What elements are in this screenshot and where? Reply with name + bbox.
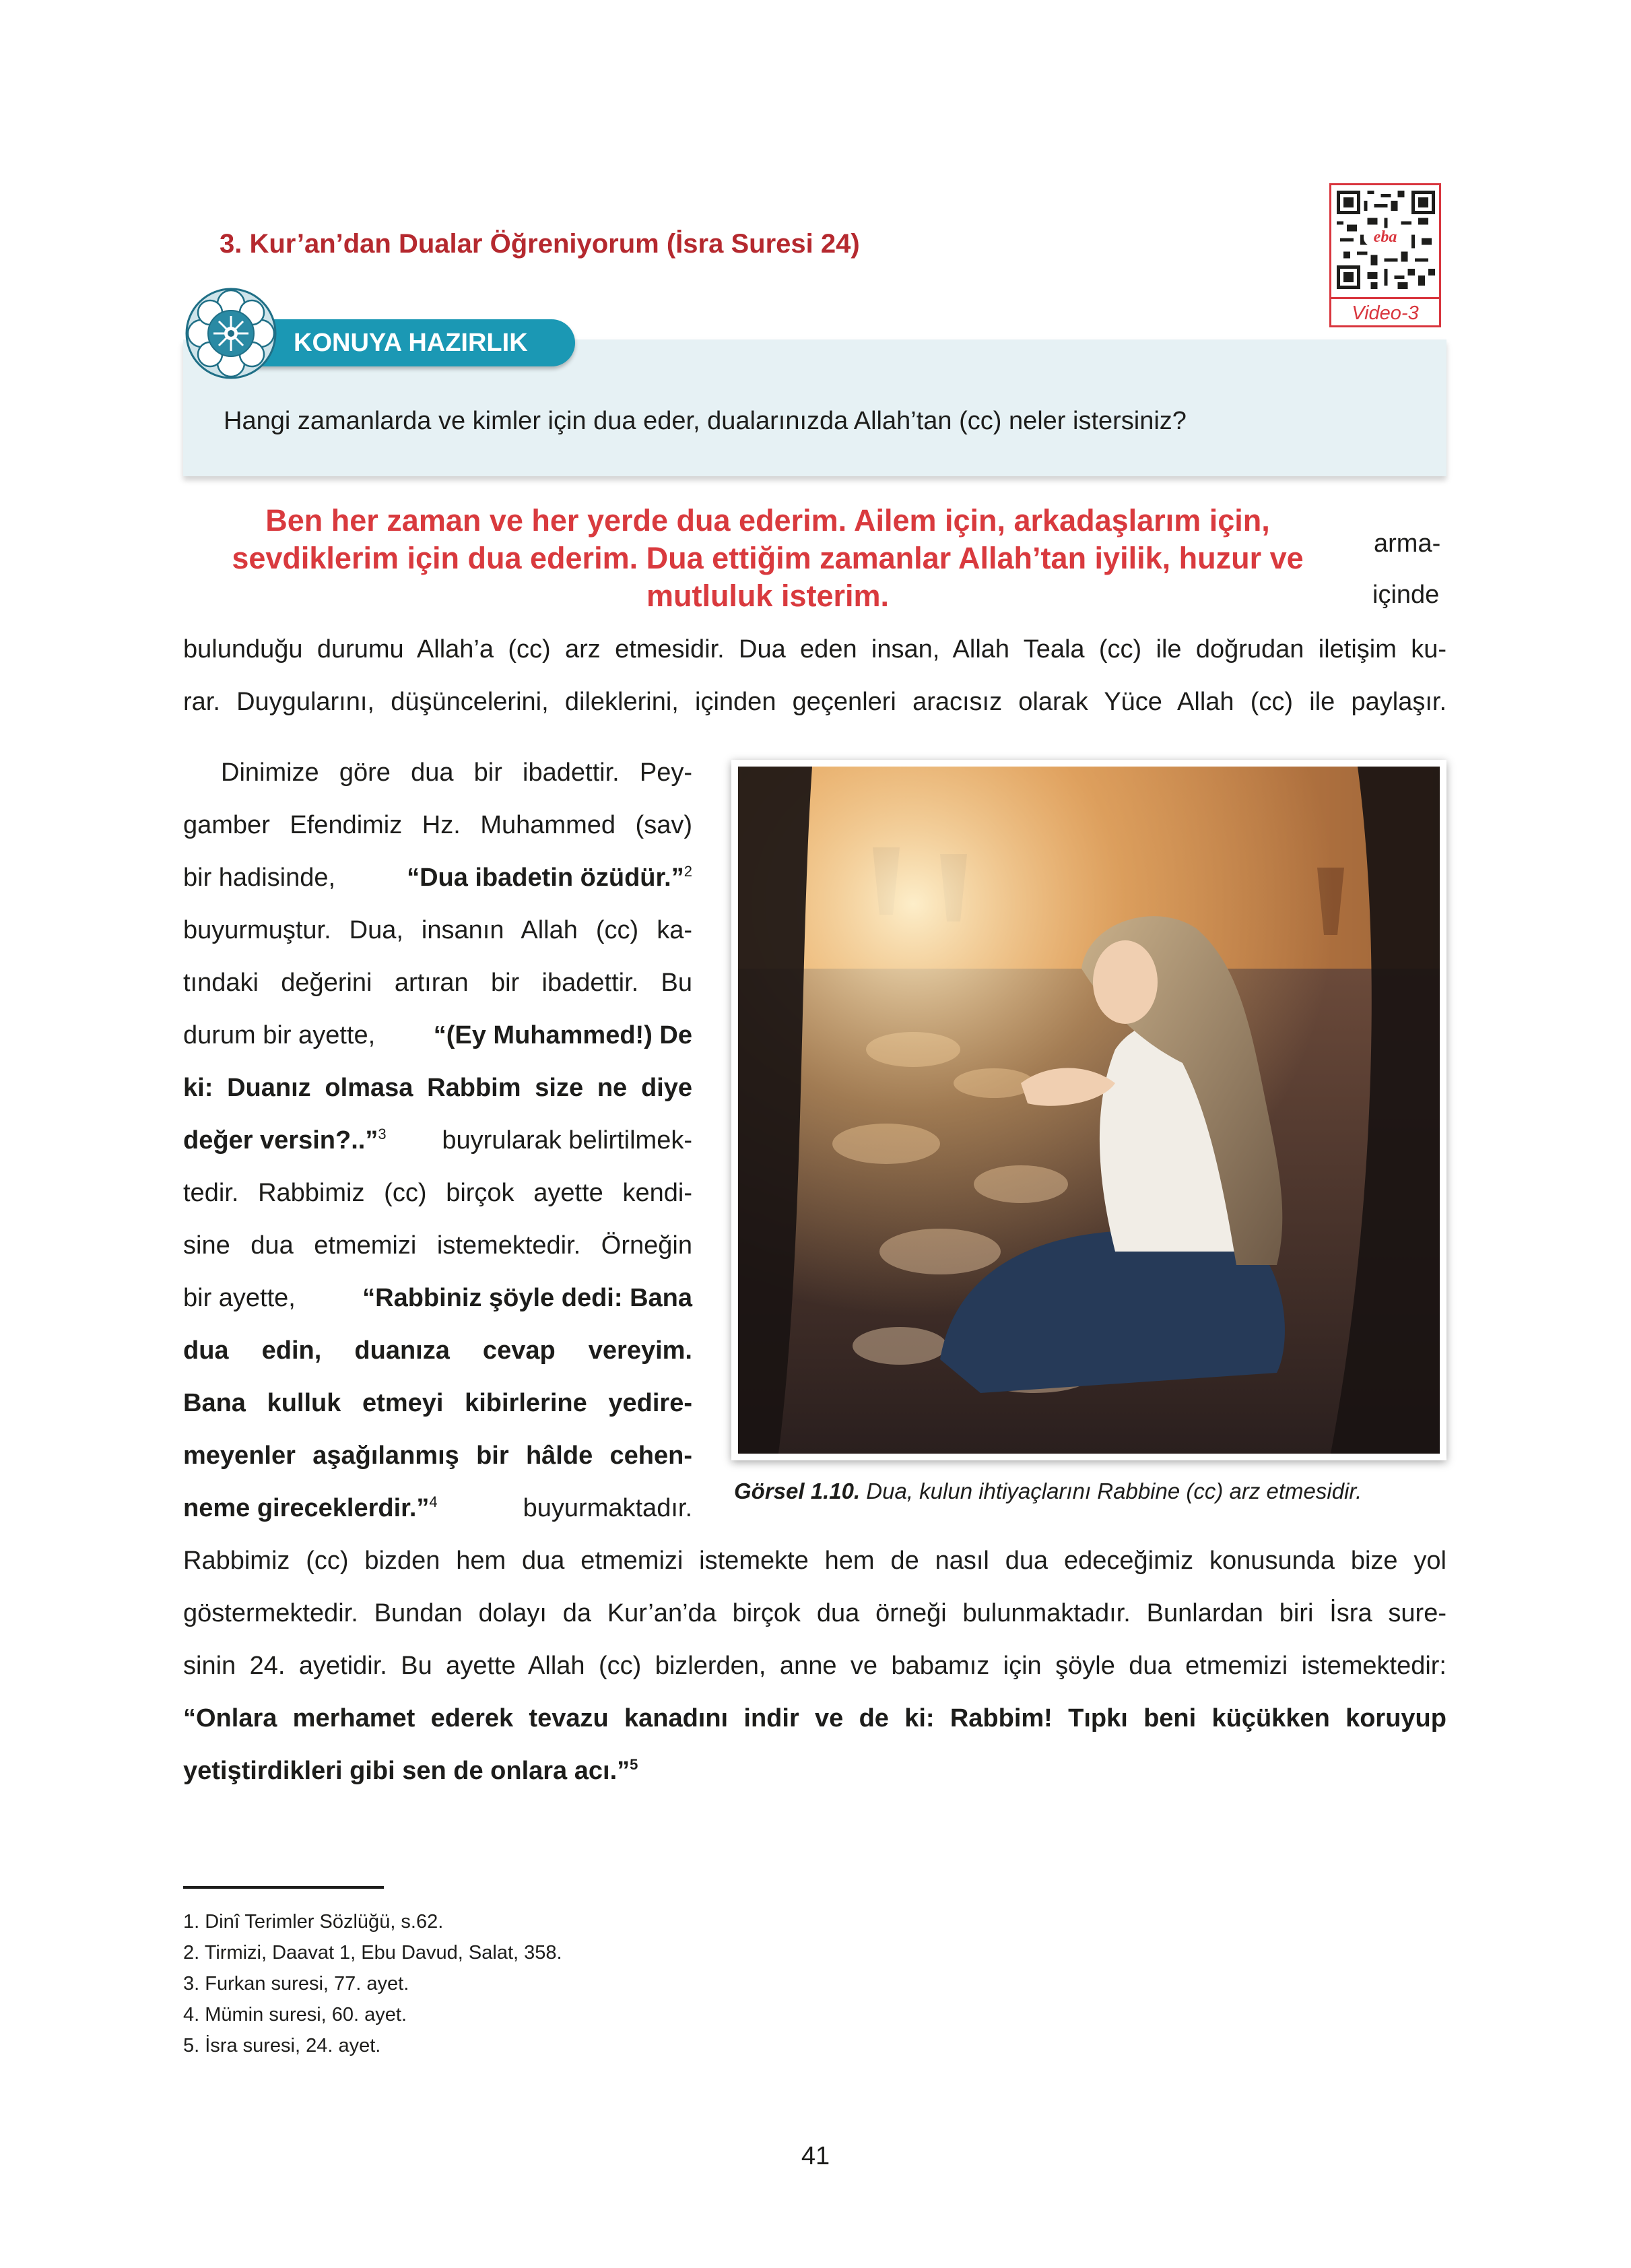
verse-quote: yetiştirdikleri gibi sen de onlara acı.”: [183, 1757, 630, 1785]
body-line: bulunduğu durumu Allah’a (cc) arz etmesidir. Dua eden insan, Allah Teala (cc) ile doğrudan iletişim ku-: [183, 635, 1446, 663]
verse-quote: dua edin, duanıza cevap vereyim.: [183, 1336, 692, 1365]
footnote-divider: [183, 1886, 384, 1889]
qr-caption: Video-3: [1331, 297, 1439, 327]
page-number: 41: [801, 2142, 830, 2170]
rosette-ornament-icon: [180, 283, 281, 384]
text-fragment: içinde: [1372, 581, 1440, 609]
answer-line: Ben her zaman ve her yerde dua ederim. Ailem için, arkadaşlarım için,: [265, 503, 1270, 538]
body-line: tındaki değerini artıran bir ibadettir. Bu: [183, 969, 692, 997]
figure-caption: [734, 1479, 1362, 1504]
answer-line: mutluluk isterim.: [646, 579, 890, 613]
answer-text: [202, 502, 1333, 615]
body-line: [183, 1745, 638, 1797]
body-line: rar. Duygularını, düşüncelerini, dileklerini, içinden geçenleri aracısız olarak Yüce Allah (cc) ile paylaşır.: [183, 688, 1446, 716]
verse-quote: “Rabbiniz şöyle dedi: Bana: [362, 1284, 692, 1312]
body-line: Rabbimiz (cc) bizden hem dua etmemizi istemekte hem de nasıl dua edeceğimiz konusunda bize yol: [183, 1547, 1446, 1575]
verse-quote: neme gireceklerdir.”: [183, 1494, 430, 1522]
body-line: göstermektedir. Bundan dolayı da Kur’an’da birçok dua örneği bulunmaktadır. Bunlardan biri İsra sure-: [183, 1599, 1446, 1627]
body-line: sinin 24. ayetidir. Bu ayette Allah (cc) bizlerden, anne ve babamız için şöyle dua etmemizi istemektedir:: [183, 1652, 1446, 1680]
footnote: 5. İsra suresi, 24. ayet.: [183, 2035, 381, 2056]
verse-quote: meyenler aşağılanmış bir hâlde cehen-: [183, 1441, 692, 1470]
body-line: gamber Efendimiz Hz. Muhammed (sav): [183, 811, 692, 839]
body-line: tedir. Rabbimiz (cc) birçok ayette kendi-: [183, 1179, 692, 1207]
body-line: buyurmuştur. Dua, insanın Allah (cc) ka-: [183, 916, 692, 944]
verse-quote: “Onlara merhamet ederek tevazu kanadını indir ve de ki: Rabbim! Tıpkı beni küçükken koruyup: [183, 1704, 1446, 1732]
verse-quote: ki: Duanız olmasa Rabbim size ne diye: [183, 1074, 692, 1102]
body-line: [183, 1482, 692, 1534]
body-line: [183, 1114, 692, 1167]
body-text: durum bir ayette,: [183, 1021, 376, 1049]
body-text: buyurmaktadır.: [523, 1494, 692, 1522]
eba-logo: eba: [1364, 228, 1407, 246]
body-text: bir ayette,: [183, 1284, 296, 1312]
figure-label: Görsel 1.10.: [734, 1479, 861, 1503]
footnote-ref[interactable]: 3: [378, 1126, 387, 1142]
body-line: sine dua etmemizi istemektedir. Örneğin: [183, 1231, 692, 1260]
photo-frame: [731, 760, 1446, 1460]
prep-tab-label: KONUYA HAZIRLIK: [294, 329, 528, 357]
body-line: [183, 1272, 692, 1324]
footnote: 1. Dinî Terimler Sözlüğü, s.62.: [183, 1911, 444, 1933]
prep-tab: [244, 319, 575, 366]
verse-quote: değer versin?..”: [183, 1126, 378, 1155]
footnote-ref[interactable]: 2: [684, 863, 692, 880]
footnote: 3. Furkan suresi, 77. ayet.: [183, 1973, 409, 1995]
body-line: [183, 1009, 692, 1062]
figure-text: Dua, kulun ihtiyaçlarını Rabbine (cc) arz etmesidir.: [866, 1479, 1362, 1503]
text-fragment: arma-: [1374, 529, 1441, 558]
body-line: [183, 851, 692, 904]
body-text: buyrularak belirtilmek-: [442, 1126, 692, 1155]
body-line: Dinimize göre dua bir ibadettir. Pey-: [221, 758, 692, 787]
prep-question: Hangi zamanlarda ve kimler için dua eder, dualarınızda Allah’tan (cc) neler istersiniz?: [224, 407, 1187, 435]
qr-video-link[interactable]: [1329, 183, 1441, 327]
hadith-quote: “Dua ibadetin özüdür.”: [407, 864, 684, 892]
verse-quote: Bana kulluk etmeyi kibirlerine yedire-: [183, 1389, 692, 1417]
footnote-ref[interactable]: 5: [630, 1756, 638, 1773]
verse-quote: “(Ey Muhammed!) De: [433, 1021, 692, 1049]
praying-woman-photo: [738, 767, 1440, 1454]
footnote-ref[interactable]: 4: [429, 1493, 438, 1510]
body-text: bir hadisinde,: [183, 864, 336, 892]
answer-line: sevdiklerim için dua ederim. Dua ettiğim zamanlar Allah’tan iyilik, huzur ve: [232, 541, 1304, 575]
footnote: 4. Mümin suresi, 60. ayet.: [183, 2004, 407, 2026]
section-title: 3. Kur’an’dan Dualar Öğreniyorum (İsra Suresi 24): [220, 229, 860, 259]
footnote: 2. Tirmizi, Daavat 1, Ebu Davud, Salat, 358.: [183, 1942, 562, 1964]
